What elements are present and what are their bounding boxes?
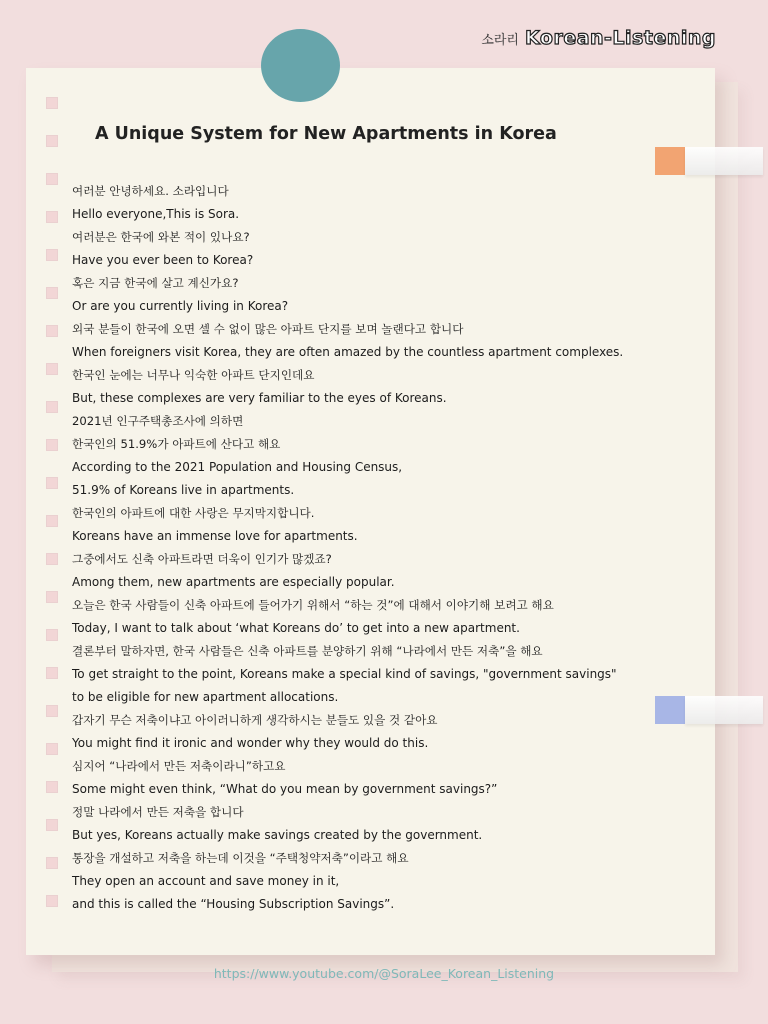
binder-hole xyxy=(46,591,58,603)
binder-hole xyxy=(46,857,58,869)
binder-hole xyxy=(46,97,58,109)
blue-tab-marker xyxy=(655,696,685,724)
brand-logo xyxy=(481,27,716,49)
transcript-line: To get straight to the point, Koreans make a special kind of savings, "government savings" xyxy=(72,667,617,681)
transcript-line: 오늘은 한국 사람들이 신축 아파트에 들어가기 위해서 “하는 것”에 대해서 이야기해 보려고 해요 xyxy=(72,598,554,612)
transcript-line: 혹은 지금 한국에 살고 계신가요? xyxy=(72,276,239,290)
transcript-line: 통장을 개설하고 저축을 하는데 이것을 “주택청약저축”이라고 해요 xyxy=(72,851,409,865)
page-title: A Unique System for New Apartments in Korea xyxy=(95,124,557,144)
transcript-lines xyxy=(72,180,672,916)
transcript-line: 51.9% of Koreans live in apartments. xyxy=(72,483,295,497)
transcript-line: 2021년 인구주택총조사에 의하면 xyxy=(72,414,244,428)
transcript-line: 한국인 눈에는 너무나 익숙한 아파트 단지인데요 xyxy=(72,368,315,382)
transcript-line: 갑자기 무슨 저축이냐고 아이러니하게 생각하시는 분들도 있을 것 같아요 xyxy=(72,713,438,727)
transcript-line: 그중에서도 신축 아파트라면 더욱이 인기가 많겠죠? xyxy=(72,552,332,566)
orange-tab-marker xyxy=(655,147,685,175)
binder-hole xyxy=(46,173,58,185)
binder-hole xyxy=(46,553,58,565)
binder-hole xyxy=(46,363,58,375)
transcript-line: Today, I want to talk about ‘what Koreans do’ to get into a new apartment. xyxy=(72,621,520,635)
transcript-line: But, these complexes are very familiar to the eyes of Koreans. xyxy=(72,391,447,405)
pin-decoration xyxy=(261,29,340,102)
transcript-line: 여러분은 한국에 와본 적이 있나요? xyxy=(72,230,250,244)
transcript-line: When foreigners visit Korea, they are often amazed by the countless apartment complexes. xyxy=(72,345,624,359)
tape-strip xyxy=(685,696,763,724)
transcript-line: 정말 나라에서 만든 저축을 합니다 xyxy=(72,805,244,819)
binder-hole xyxy=(46,439,58,451)
transcript-line: to be eligible for new apartment allocations. xyxy=(72,690,339,704)
transcript-line: 한국인의 51.9%가 아파트에 산다고 해요 xyxy=(72,437,281,451)
transcript-line: 결론부터 말하자면, 한국 사람들은 신축 아파트를 분양하기 위해 “나라에서 만든 저축”을 해요 xyxy=(72,644,543,658)
binder-hole xyxy=(46,287,58,299)
binder-hole xyxy=(46,743,58,755)
transcript-line: Koreans have an immense love for apartments. xyxy=(72,529,358,543)
transcript-line: You might find it ironic and wonder why they would do this. xyxy=(72,736,429,750)
transcript-line: 한국인의 아파트에 대한 사랑은 무지막지합니다. xyxy=(72,506,315,520)
binder-hole xyxy=(46,819,58,831)
binder-hole xyxy=(46,629,58,641)
binder-hole xyxy=(46,249,58,261)
binder-hole xyxy=(46,211,58,223)
brand-english: Korean-Listening xyxy=(525,27,716,49)
transcript-line: and this is called the “Housing Subscription Savings”. xyxy=(72,897,395,911)
youtube-channel-link[interactable]: https://www.youtube.com/@SoraLee_Korean_Listening xyxy=(213,966,555,981)
binder-hole xyxy=(46,325,58,337)
transcript-line: Some might even think, “What do you mean by government savings?” xyxy=(72,782,498,796)
transcript-line: Among them, new apartments are especially popular. xyxy=(72,575,395,589)
binder-hole xyxy=(46,401,58,413)
binder-hole xyxy=(46,135,58,147)
brand-korean: 소라리 xyxy=(481,33,519,48)
transcript-line: Have you ever been to Korea? xyxy=(72,253,254,267)
binder-hole xyxy=(46,515,58,527)
transcript-line: 외국 분들이 한국에 오면 셀 수 없이 많은 아파트 단지를 보며 놀랜다고 합니다 xyxy=(72,322,464,336)
binder-hole xyxy=(46,667,58,679)
transcript-line: Or are you currently living in Korea? xyxy=(72,299,289,313)
binder-hole xyxy=(46,781,58,793)
tape-strip xyxy=(685,147,763,175)
transcript-line: According to the 2021 Population and Housing Census, xyxy=(72,460,403,474)
transcript-line: They open an account and save money in it, xyxy=(72,874,340,888)
binder-hole xyxy=(46,705,58,717)
transcript-line: 심지어 “나라에서 만든 저축이라니”하고요 xyxy=(72,759,286,773)
binder-hole xyxy=(46,895,58,907)
transcript-line: 여러분 안녕하세요. 소라입니다 xyxy=(72,184,229,198)
transcript-line: Hello everyone,This is Sora. xyxy=(72,207,240,221)
transcript-line: But yes, Koreans actually make savings created by the government. xyxy=(72,828,483,842)
binder-hole xyxy=(46,477,58,489)
